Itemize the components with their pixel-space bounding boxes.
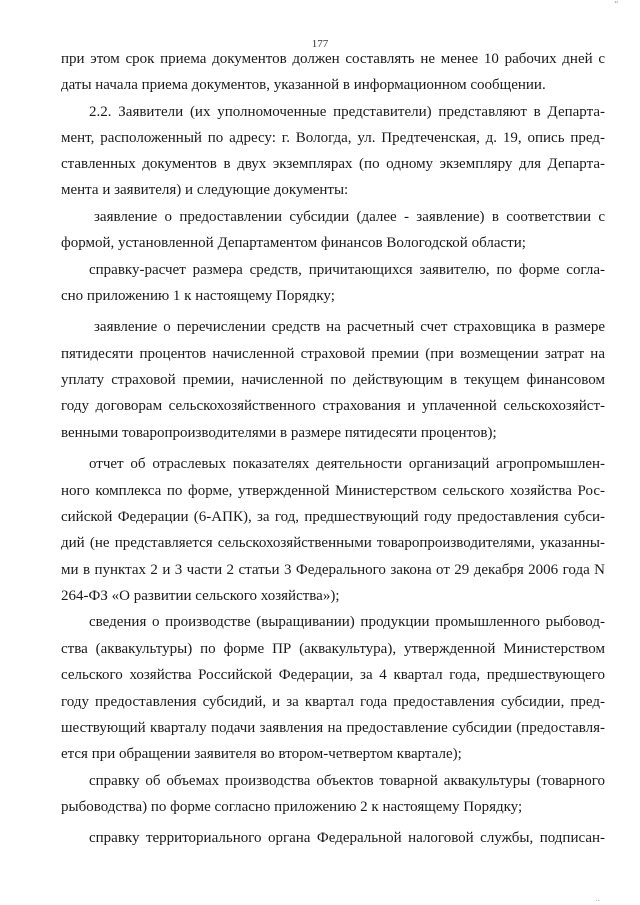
text-line: году договорам сельскохозяйственного страхования и уплаченной сельскохозяйст-: [61, 398, 605, 414]
text-line: 264-ФЗ «О развитии сельского хозяйства»);: [61, 588, 340, 604]
bottom-mark: ..: [595, 893, 600, 903]
text-line: справку об объемах производства объектов товарной аквакультуры (товарного: [89, 773, 605, 789]
text-line: ного комплекса по форме, утвержденной Министерством сельского хозяйства Рос-: [61, 483, 605, 499]
text-line: мент, расположенный по адресу: г. Вологда, ул. Предтеченская, д. 19, опись пред-: [61, 130, 605, 146]
text-line: уплату страховой премии, начисленной по действующим в текущем финансовом: [61, 372, 605, 388]
text-line: сно приложению 1 к настоящему Порядку;: [61, 288, 335, 304]
text-line: формой, установленной Департаментом финансов Вологодской области;: [61, 235, 526, 251]
page-number: 177: [311, 38, 329, 50]
text-line: сийской Федерации (6-АПК), за год, предшествующий году предоставления субси-: [61, 509, 605, 525]
text-line: дий (не представляется сельскохозяйственными товаропроизводителями, указанны-: [61, 535, 605, 551]
text-line: рыбоводства) по форме согласно приложению 2 к настоящему Порядку;: [61, 799, 523, 815]
text-line: году предоставления субсидий, и за квартал года предоставления субсидии, пред-: [61, 694, 605, 710]
corner-mark: '': [614, 0, 618, 11]
text-line: ми в пунктах 2 и 3 части 2 статьи 3 Федерального закона от 29 декабря 2006 года N: [61, 562, 605, 578]
text-line: пятидесяти процентов начисленной страховой премии (при возмещении затрат на: [61, 346, 605, 362]
text-line: венными товаропроизводителями в размере пятидесяти процентов);: [61, 425, 497, 441]
text-line: даты начала приема документов, указанной в информационном сообщении.: [61, 77, 546, 93]
text-line: заявление о перечислении средств на расчетный счет страховщика в размере: [94, 319, 605, 335]
text-line: ства (аквакультуры) по форме ПР (аквакультура), утвержденной Министерством: [61, 641, 605, 657]
text-line: мента и заявителя) и следующие документы:: [61, 182, 349, 198]
text-line: справку территориального органа Федеральной налоговой службы, подписан-: [89, 830, 605, 846]
text-line: ется при обращении заявителя во втором-четвертом квартале);: [61, 746, 462, 762]
text-line: шествующий кварталу подачи заявления на предоставление субсидии (предоставля-: [61, 720, 605, 736]
text-line: сельского хозяйства Российской Федерации, за 4 квартал года, предшествующего: [61, 667, 605, 683]
text-line: отчет об отраслевых показателях деятельности организаций агропромышлен-: [89, 456, 605, 472]
text-line: заявление о предоставлении субсидии (далее - заявление) в соответствии с: [94, 209, 605, 225]
text-line: 2.2. Заявители (их уполномоченные представители) представляют в Департа-: [89, 104, 605, 120]
text-line: справку-расчет размера средств, причитающихся заявителю, по форме согла-: [89, 262, 605, 278]
text-line: сведения о производстве (выращивании) продукции промышленного рыбовод-: [89, 614, 605, 630]
text-line: ставленных документов в двух экземплярах (по одному экземпляру для Департа-: [61, 156, 605, 172]
text-line: при этом срок приема документов должен составлять не менее 10 рабочих дней с: [61, 51, 605, 67]
